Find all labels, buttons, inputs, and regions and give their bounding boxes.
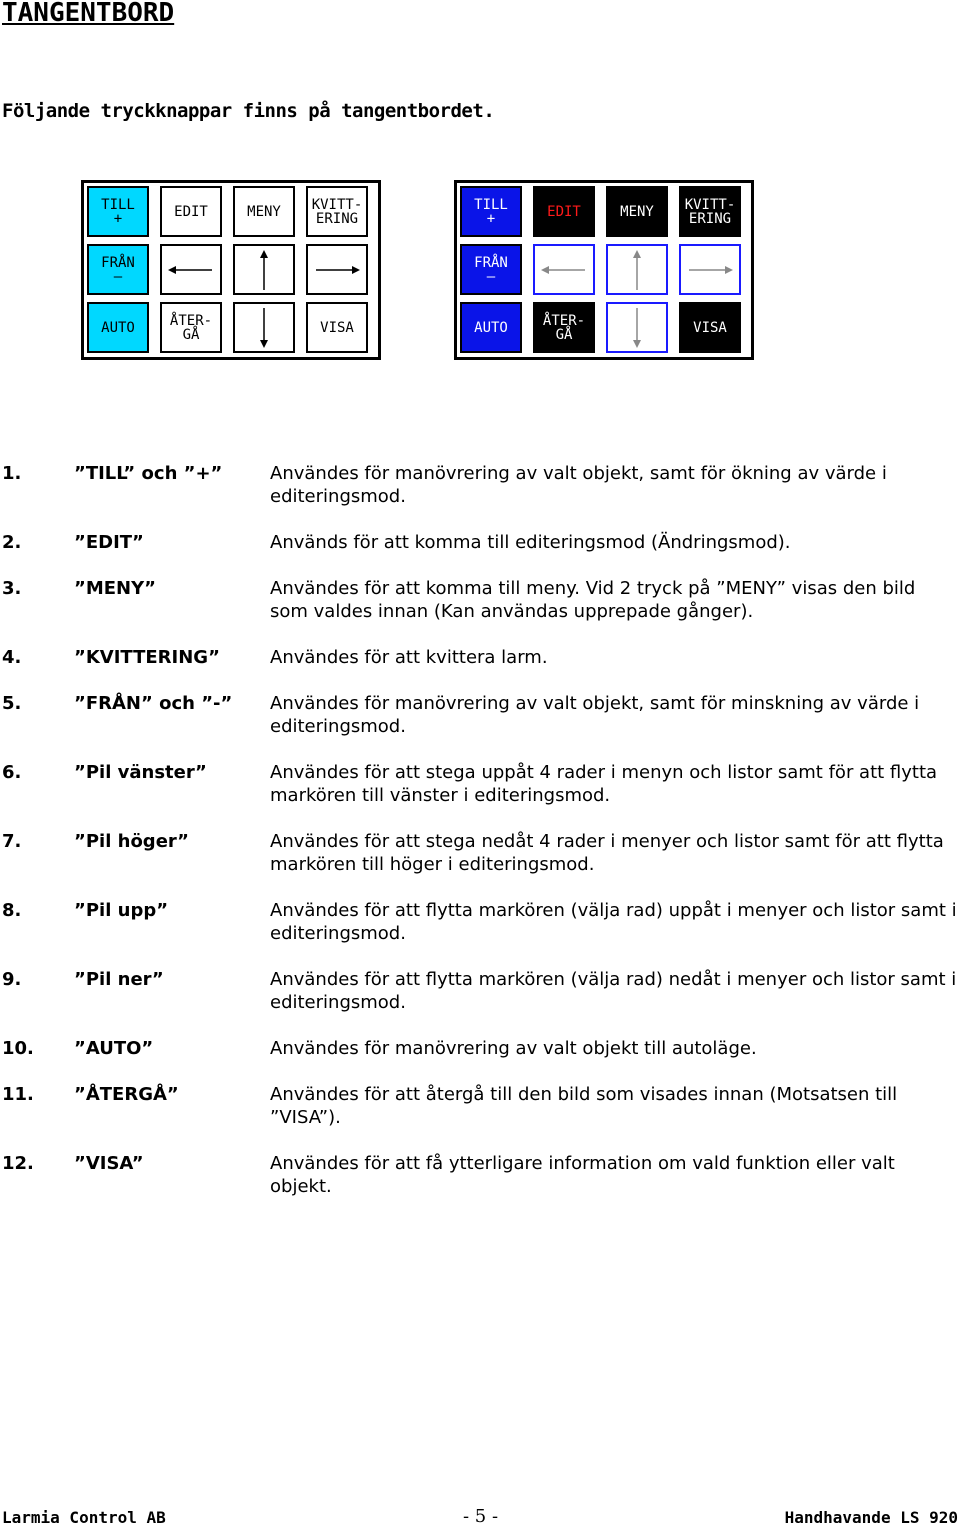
arrow-left-icon xyxy=(541,263,587,277)
plus-label: + xyxy=(486,210,496,227)
auto-label: AUTO xyxy=(101,319,135,336)
item-description: Användes för att stega uppåt 4 rader i menyn och listor samt för att flytta markören till vänster i editeringsmod. xyxy=(270,762,938,806)
fran-label: FRÅN xyxy=(474,254,508,271)
item-number: 11. xyxy=(2,1084,34,1105)
item-number: 6. xyxy=(2,762,22,783)
arrow-up-key[interactable] xyxy=(606,244,668,295)
item-description: Användes för manövrering av valt objekt, samt för ökning av värde i editeringsmod. xyxy=(270,463,887,507)
item-description: Användes för att stega nedåt 4 rader i menyer och listor samt för att flytta markören till höger i editeringsmod. xyxy=(270,831,944,875)
item-term: ”TILL” och ”+” xyxy=(74,463,223,484)
fran-label: FRÅN xyxy=(101,254,135,271)
item-number: 8. xyxy=(2,900,22,921)
arrow-down-icon xyxy=(630,308,644,348)
edit-label: EDIT xyxy=(174,203,208,220)
item-number: 2. xyxy=(2,532,22,553)
kvitt-label-2: ERING xyxy=(688,210,732,227)
till-label: TILL xyxy=(474,196,508,213)
aterga-label-2: GÅ xyxy=(182,326,200,343)
arrow-right-key[interactable] xyxy=(306,244,368,295)
intro-text: Följande tryckknappar finns på tangentbordet. xyxy=(2,100,495,122)
item-number: 9. xyxy=(2,969,22,990)
auto-key[interactable] xyxy=(87,302,149,353)
item-term: ”Pil ner” xyxy=(74,969,164,990)
arrow-left-icon xyxy=(168,263,214,277)
arrow-down-key[interactable] xyxy=(606,302,668,353)
minus-label: — xyxy=(486,268,496,285)
item-description: Användes för manövrering av valt objekt, samt för minskning av värde i editeringsmod. xyxy=(270,693,920,737)
kvitt-label-1: KVITT- xyxy=(311,196,363,213)
visa-key[interactable] xyxy=(679,302,741,353)
auto-label: AUTO xyxy=(474,319,508,336)
aterga-key[interactable] xyxy=(160,302,222,353)
arrow-down-key[interactable] xyxy=(233,302,295,353)
till-label: TILL xyxy=(101,196,135,213)
arrow-left-key[interactable] xyxy=(533,244,595,295)
item-term: ”MENY” xyxy=(74,578,156,599)
meny-label: MENY xyxy=(247,203,281,220)
meny-key[interactable] xyxy=(233,186,295,237)
till-plus-key[interactable] xyxy=(460,186,522,237)
footer-page-number: - 5 - xyxy=(463,1506,499,1527)
item-description: Användes för att flytta markören (välja rad) uppåt i menyer och listor samt i editeringsmod. xyxy=(270,900,957,944)
meny-label: MENY xyxy=(620,203,654,220)
item-number: 7. xyxy=(2,831,22,852)
arrow-right-icon xyxy=(687,263,733,277)
till-plus-key[interactable] xyxy=(87,186,149,237)
auto-key[interactable] xyxy=(460,302,522,353)
minus-label: — xyxy=(113,268,123,285)
item-number: 4. xyxy=(2,647,22,668)
arrow-left-key[interactable] xyxy=(160,244,222,295)
item-term: ”Pil upp” xyxy=(74,900,169,921)
visa-key[interactable] xyxy=(306,302,368,353)
edit-key[interactable] xyxy=(160,186,222,237)
arrow-right-icon xyxy=(314,263,360,277)
item-number: 5. xyxy=(2,693,22,714)
item-term: ”Pil vänster” xyxy=(74,762,207,783)
kvittering-key[interactable] xyxy=(679,186,741,237)
aterga-label-2: GÅ xyxy=(555,326,573,343)
item-term: ”FRÅN” och ”-” xyxy=(74,693,233,714)
item-description: Används för att komma till editeringsmod (Ändringsmod). xyxy=(270,532,791,553)
item-term: ”Pil höger” xyxy=(74,831,189,852)
item-description: Användes för att återgå till den bild som visades innan (Motsatsen till ”VISA”). xyxy=(270,1084,898,1128)
page-heading: TANGENTBORD xyxy=(2,0,175,28)
aterga-label-1: ÅTER- xyxy=(169,312,213,329)
plus-label: + xyxy=(113,210,123,227)
arrow-down-icon xyxy=(257,308,271,348)
kvitt-label-1: KVITT- xyxy=(684,196,736,213)
arrow-right-key[interactable] xyxy=(679,244,741,295)
visa-label: VISA xyxy=(320,319,354,336)
item-description: Användes för att kvittera larm. xyxy=(270,647,548,668)
edit-key[interactable] xyxy=(533,186,595,237)
aterga-label-1: ÅTER- xyxy=(542,312,586,329)
meny-key[interactable] xyxy=(606,186,668,237)
item-description: Användes för att komma till meny. Vid 2 tryck på ”MENY” visas den bild som valdes innan (Kan användas upprepade gånger). xyxy=(270,578,916,622)
item-term: ”AUTO” xyxy=(74,1038,154,1059)
edit-label: EDIT xyxy=(547,203,581,220)
item-description: Användes för manövrering av valt objekt till autoläge. xyxy=(270,1038,757,1059)
item-description: Användes för att flytta markören (välja rad) nedåt i menyer och listor samt i editeringsmod. xyxy=(270,969,957,1013)
fran-minus-key[interactable] xyxy=(87,244,149,295)
item-term: ”EDIT” xyxy=(74,532,144,553)
aterga-key[interactable] xyxy=(533,302,595,353)
item-number: 3. xyxy=(2,578,22,599)
fran-minus-key[interactable] xyxy=(460,244,522,295)
arrow-up-icon xyxy=(630,250,644,290)
keypad-dark xyxy=(454,180,754,360)
footer-company: Larmia Control AB xyxy=(2,1508,166,1527)
item-number: 1. xyxy=(2,463,22,484)
item-term: ”VISA” xyxy=(74,1153,144,1174)
kvittering-key[interactable] xyxy=(306,186,368,237)
item-description: Användes för att få ytterligare information om vald funktion eller valt objekt. xyxy=(270,1153,895,1197)
arrow-up-key[interactable] xyxy=(233,244,295,295)
keypad-light xyxy=(81,180,381,360)
item-number: 12. xyxy=(2,1153,34,1174)
item-number: 10. xyxy=(2,1038,34,1059)
footer-document-title: Handhavande LS 920 xyxy=(784,1508,958,1527)
visa-label: VISA xyxy=(693,319,727,336)
arrow-up-icon xyxy=(257,250,271,290)
item-term: ”ÅTERGÅ” xyxy=(74,1084,179,1105)
kvitt-label-2: ERING xyxy=(315,210,359,227)
item-term: ”KVITTERING” xyxy=(74,647,220,668)
